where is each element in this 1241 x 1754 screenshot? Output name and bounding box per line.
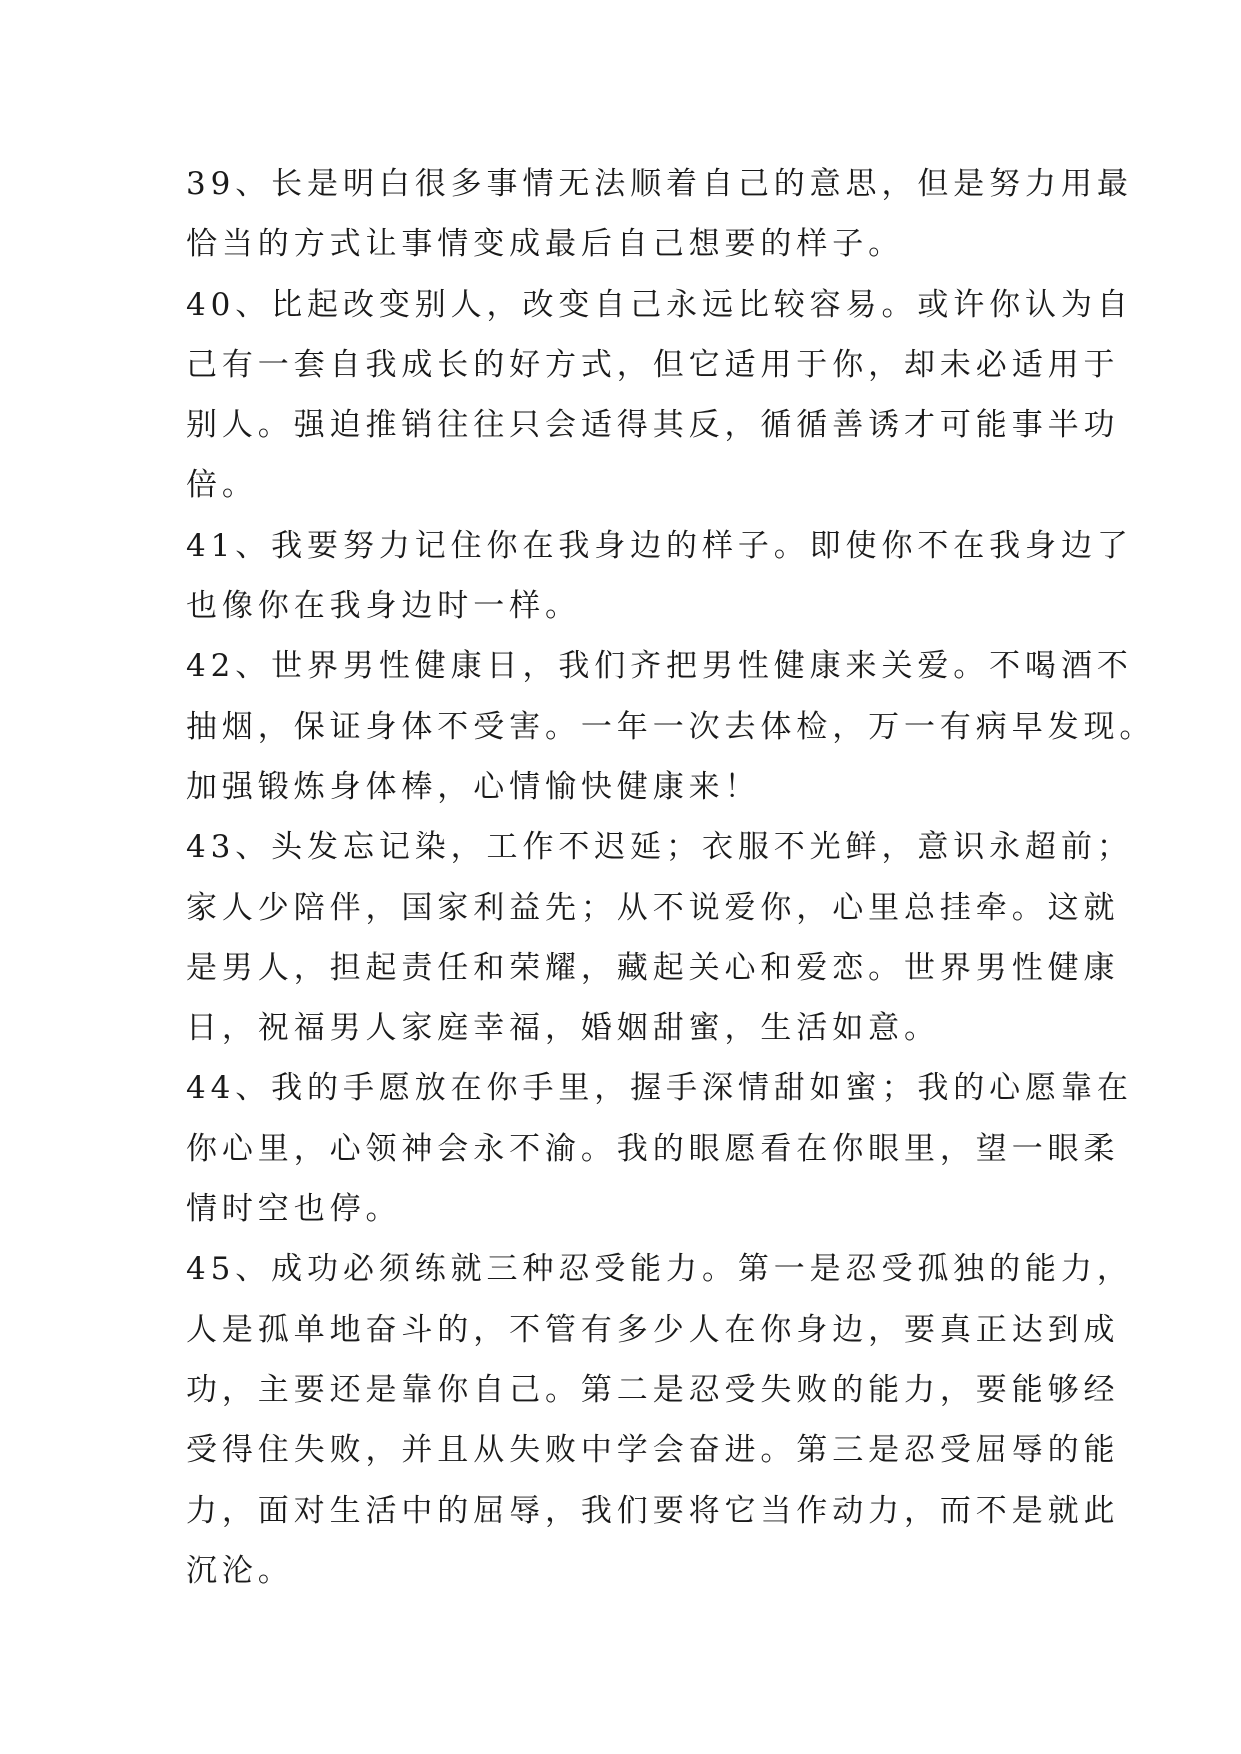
text-line: 人是孤单地奋斗的，不管有多少人在你身边，要真正达到成 bbox=[186, 1311, 1120, 1348]
text-line: 加强锻炼身体棒，心情愉快健康来！ bbox=[186, 768, 761, 805]
text-line: 44、我的手愿放在你手里，握手深情甜如蜜；我的心愿靠在 bbox=[186, 1070, 1133, 1107]
text-line: 41、我要努力记住你在我身边的样子。即使你不在我身边了 bbox=[186, 527, 1133, 564]
text-line: 沉沦。 bbox=[186, 1552, 294, 1589]
text-line: 受得住失败，并且从失败中学会奋进。第三是忍受屈辱的能 bbox=[186, 1432, 1120, 1469]
text-line: 45、成功必须练就三种忍受能力。第一是忍受孤独的能力， bbox=[186, 1251, 1133, 1288]
text-line: 39、长是明白很多事情无法顺着自己的意思，但是努力用最 bbox=[186, 166, 1133, 202]
paragraph-44 bbox=[186, 1058, 1133, 1239]
text-line: 恰当的方式让事情变成最后自己想要的样子。 bbox=[186, 226, 904, 263]
paragraph-39 bbox=[186, 154, 1133, 275]
paragraph-45 bbox=[186, 1239, 1133, 1601]
text-line: 40、比起改变别人，改变自己永远比较容易。或许你认为自 bbox=[186, 286, 1133, 323]
text-line: 日，祝福男人家庭幸福，婚姻甜蜜，生活如意。 bbox=[186, 1010, 940, 1047]
text-line: 家人少陪伴，国家利益先；从不说爱你，心里总挂牵。这就 bbox=[186, 889, 1120, 926]
text-line: 是男人，担起责任和荣耀，藏起关心和爱恋。世界男性健康 bbox=[186, 949, 1120, 986]
text-line: 也像你在我身边时一样。 bbox=[186, 588, 581, 625]
text-line: 力，面对生活中的屈辱，我们要将它当作动力，而不是就此 bbox=[186, 1492, 1120, 1529]
text-line: 你心里，心领神会永不渝。我的眼愿看在你眼里，望一眼柔 bbox=[186, 1130, 1120, 1167]
text-line: 43、头发忘记染，工作不迟延；衣服不光鲜，意识永超前； bbox=[186, 829, 1133, 866]
document-body bbox=[186, 154, 1156, 1601]
text-line: 功，主要还是靠你自己。第二是忍受失败的能力，要能够经 bbox=[186, 1371, 1120, 1408]
paragraph-43 bbox=[186, 817, 1133, 1058]
paragraph-41 bbox=[186, 516, 1133, 637]
text-line: 情时空也停。 bbox=[186, 1191, 402, 1228]
paragraph-40 bbox=[186, 275, 1133, 516]
text-line: 抽烟，保证身体不受害。一年一次去体检，万一有病早发现。 bbox=[186, 708, 1156, 745]
text-line: 42、世界男性健康日，我们齐把男性健康来关爱。不喝酒不 bbox=[186, 648, 1133, 685]
text-line: 别人。强迫推销往往只会适得其反，循循善诱才可能事半功 bbox=[186, 407, 1120, 444]
text-line: 己有一套自我成长的好方式，但它适用于你，却未必适用于 bbox=[186, 346, 1120, 383]
text-line: 倍。 bbox=[186, 467, 258, 504]
paragraph-42 bbox=[186, 636, 1156, 817]
